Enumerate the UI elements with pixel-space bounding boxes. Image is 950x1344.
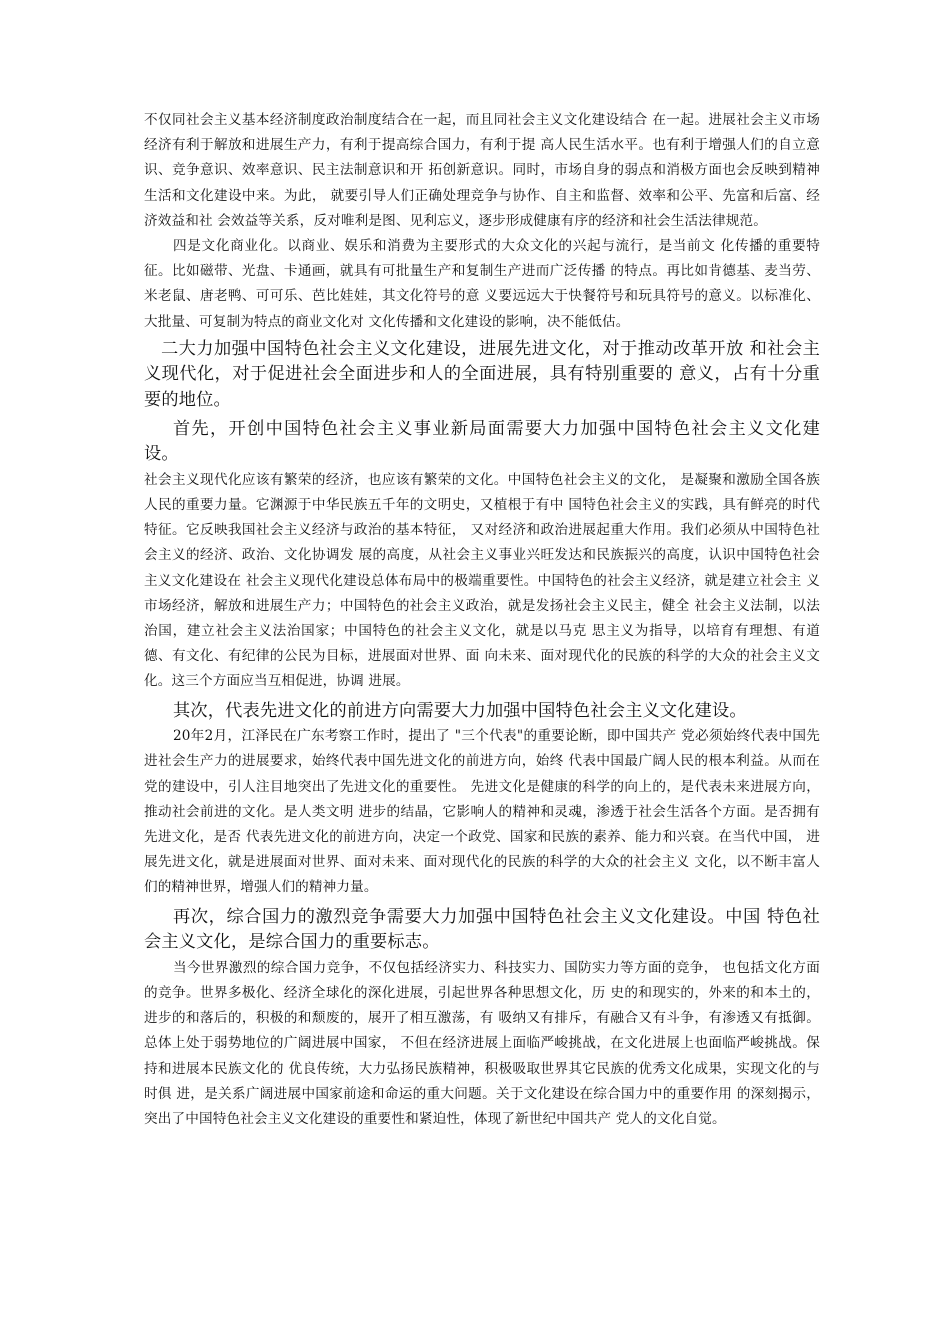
subsection-heading: 再次，综合国力的激烈竞争需要大力加强中国特色社会主义文化建设。中国 特色社会主义文化，是综合国力的重要标志。: [144, 906, 820, 953]
body-paragraph: 当今世界激烈的综合国力竞争，不仅包括经济实力、科技实力、国防实力等方面的竞争， 也包括文化方面的竞争。世界多极化、经济全球化的深化进展，引起世界各种思想文化，历 史的和现实的，外来的和本土的，进步的和落后的，积极的和颓废的，展开了相互激荡，有 吸纳又有排斥，有融合又有斗争，有渗透又有抵御。总体上处于弱势地位的广阔进展中国家， 不但在经济进展上面临严峻挑战，在文化进展上也面临严峻挑战。保持和进展本民族文化的 优良传统，大力弘扬民族精神，积极吸取世界其它民族的优秀文化成果，实现文化的与时俱 进，是关系广阔进展中国家前途和命运的重大问题。关于文化建设在综合国力中的重要作用 的深刻揭示，突出了中国特色社会主义文化建设的重要性和紧迫性，体现了新世纪中国共产 党人的文化自觉。: [144, 959, 820, 1128]
subsection-heading: 首先，开创中国特色社会主义事业新局面需要大力加强中国特色社会主义文化建 设。: [144, 418, 820, 465]
document-page: [144, 108, 820, 1132]
section-heading: 二大力加强中国特色社会主义文化建设，进展先进文化，对于推动改革开放 和社会主义现代化，对于促进社会全面进步和人的全面进展，具有特别重要的 意义，占有十分重要的地位。: [144, 338, 820, 411]
body-paragraph: 20年2月，江泽民在广东考察工作时，提出了 "三个代表"的重要论断，即中国共产 党必须始终代表中国先进社会生产力的进展要求，始终代表中国先进文化的前进方向，始终 代表中国最广阔人民的根本利益。从而在党的建设中，引人注目地突出了先进文化的重要性。 先进文化是健康的科学的向上的，是代表未来进展方向，推动社会前进的文化。是人类文明 进步的结晶，它影响人的精神和灵魂，渗透于社会生活各个方面。是否拥有先进文化，是否 代表先进文化的前进方向，决定一个政党、国家和民族的素养、能力和兴衰。在当代中国， 进展先进文化，就是进展面对世界、面对未来、面对现代化的民族的科学的大众的社会主义 文化，以不断丰富人们的精神世界，增强人们的精神力量。: [144, 728, 820, 896]
body-paragraph: 不仅同社会主义基本经济制度政治制度结合在一起，而且同社会主义文化建设结合 在一起。进展社会主义市场经济有利于解放和进展生产力，有利于提高综合国力，有利于提 高人民生活水平。也有利于增强人们的自立意识、竞争意识、效率意识、民主法制意识和开 拓创新意识。同时，市场自身的弱点和消极方面也会反映到精神生活和文化建设中来。为此， 就要引导人们正确处理竞争与协作、自主和监督、效率和公平、先富和后富、经济效益和社 会效益等关系，反对唯利是图、见利忘义，逐步形成健康有序的经济和社会生活法律规范。: [144, 112, 820, 229]
subsection-heading: 其次，代表先进文化的前进方向需要大力加强中国特色社会主义文化建设。: [173, 700, 747, 721]
body-paragraph: 四是文化商业化。以商业、娱乐和消费为主要形式的大众文化的兴起与流行，是当前文 化传播的重要特征。比如磁带、光盘、卡通画，就具有可批量生产和复制生产进而广泛传播 的特点。再比如肯德基、麦当劳、米老鼠、唐老鸭、可可乐、芭比娃娃，其文化符号的意 义要远远大于快餐符号和玩具符号的意义。以标准化、大批量、可复制为特点的商业文化对 文化传播和文化建设的影响，决不能低估。: [144, 238, 820, 330]
body-paragraph: 社会主义现代化应该有繁荣的经济，也应该有繁荣的文化。中国特色社会主义的文化， 是凝聚和激励全国各族人民的重要力量。它渊源于中华民族五千年的文明史，又植根于有中 国特色社会主义的实践，具有鲜亮的时代特征。它反映我国社会主义经济与政治的基本特征， 又对经济和政治进展起重大作用。我们必须从中国特色社会主义的经济、政治、文化协调发 展的高度，从社会主义事业兴旺发达和民族振兴的高度，认识中国特色社会主义文化建设在 社会主义现代化建设总体布局中的极端重要性。中国特色的社会主义经济，就是建立社会主 义市场经济，解放和进展生产力；中国特色的社会主义政治，就是发扬社会主义民主，健全 社会主义法制，以法治国，建立社会主义法治国家；中国特色的社会主义文化，就是以马克 思主义为指导，以培育有理想、有道德、有文化、有纪律的公民为目标，进展面对世界、面 向未来、面对现代化的民族的科学的大众的社会主义文化。这三个方面应当互相促进，协调 进展。: [144, 471, 820, 690]
